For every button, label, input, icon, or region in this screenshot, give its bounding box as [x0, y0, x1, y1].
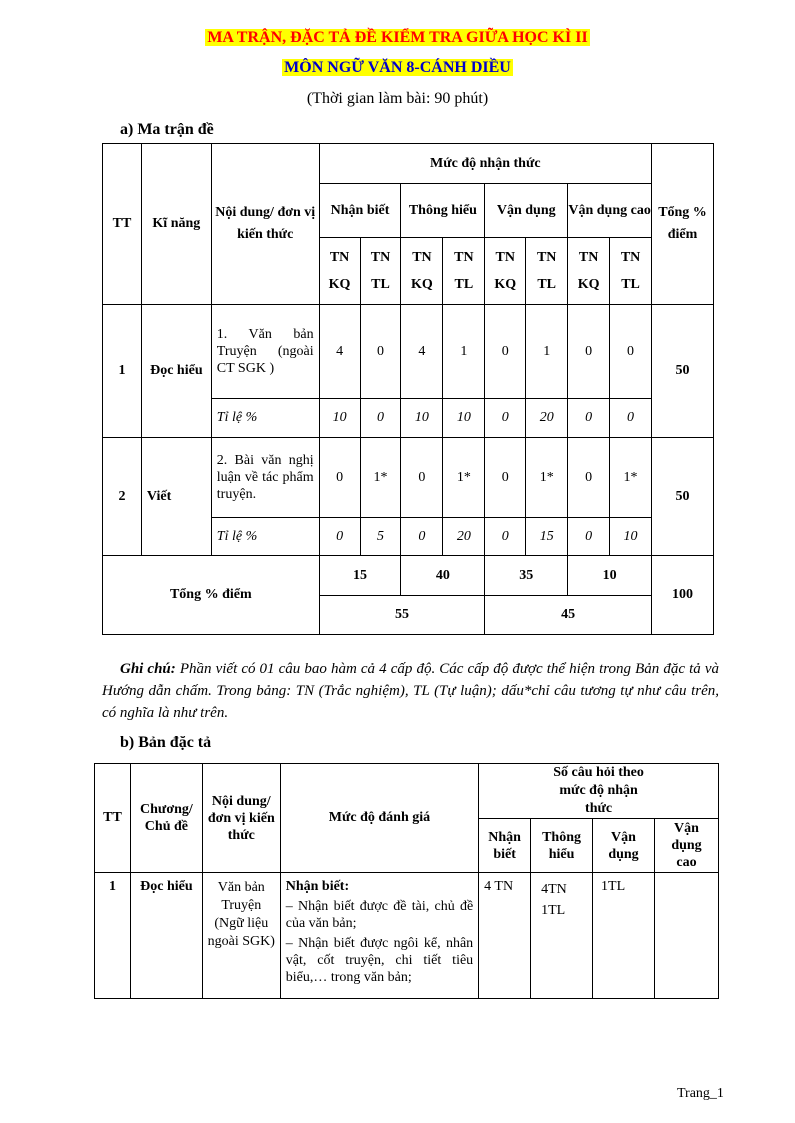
- spec-row-c2a: 4TN: [541, 882, 567, 897]
- spec-row-c2b: 1TL: [541, 903, 566, 918]
- spec-col-chapter: Chương/ Chủ đề: [130, 764, 202, 873]
- doc-title: MA TRẬN, ĐẶC TẢ ĐỀ KIỂM TRA GIỮA HỌC KÌ II: [207, 29, 588, 46]
- spec-row-chapter: Đọc hiểu: [130, 873, 202, 999]
- spec-row-content: Văn bản Truyện (Ngữ liệu ngoài SGK): [202, 873, 280, 999]
- spec-level-thong-hieu: Thông hiểu: [531, 819, 593, 873]
- row2-rate: 0: [401, 518, 443, 556]
- row1-rate: 0: [485, 399, 526, 438]
- doc-time: (Thời gian làm bài: 90 phút): [306, 90, 489, 107]
- spec-row-c3: 1TL: [593, 873, 655, 999]
- sum-group: 55: [319, 596, 485, 635]
- level-thong-hieu: Thông hiểu: [401, 184, 485, 238]
- row2-value: 0: [319, 438, 360, 518]
- row1-rate: 20: [526, 399, 568, 438]
- spec-row-eval: [280, 873, 478, 999]
- row1-rate: 10: [319, 399, 360, 438]
- row2-value: 0: [401, 438, 443, 518]
- row1-total: 50: [652, 305, 714, 438]
- row2-rate: 0: [485, 518, 526, 556]
- row1-rate: 0: [360, 399, 401, 438]
- row2-total: 50: [652, 438, 714, 556]
- spec-table: [94, 763, 719, 999]
- row1-rate: 10: [401, 399, 443, 438]
- sub-tntl: TN TL: [610, 238, 652, 305]
- row2-rate: 10: [610, 518, 652, 556]
- level-nhan-biet: Nhận biết: [319, 184, 401, 238]
- row2-rate: 5: [360, 518, 401, 556]
- row2-value: 1*: [443, 438, 485, 518]
- sum-label: Tổng % điểm: [103, 556, 320, 635]
- row1-skill: Đọc hiểu: [141, 305, 211, 438]
- spec-row-tt: 1: [95, 873, 131, 999]
- row1-rate: 0: [568, 399, 610, 438]
- row2-rate: 0: [568, 518, 610, 556]
- row2-rate: 15: [526, 518, 568, 556]
- spec-level-nhan-biet: Nhận biết: [479, 819, 531, 873]
- sum-total: 100: [652, 556, 714, 635]
- sum-level: 40: [401, 556, 485, 596]
- spec-eval-item: – Nhận biết được ngôi kể, nhân vật, cốt truyện, chi tiết tiêu biểu,… trong văn bản;: [285, 936, 474, 985]
- note-text: Phần viết có 01 câu bao hàm cả 4 cấp độ. Các cấp độ được thể hiện trong Bản đặc tả và Hướng dẫn chấm. Trong bảng: TN (Trắc nghiệm), TL (Tự luận); dấu*chỉ câu tương tự như câu trên, có nghĩa là như trên.: [102, 661, 719, 721]
- spec-row-c1: 4 TN: [479, 873, 531, 999]
- row1-value: 1: [443, 305, 485, 399]
- row2-value: 0: [568, 438, 610, 518]
- sum-level: 35: [485, 556, 568, 596]
- row2-rate: 20: [443, 518, 485, 556]
- col-skill: Kĩ năng: [141, 144, 211, 305]
- spec-level-van-dung: Vận dụng: [593, 819, 655, 873]
- spec-level-van-dung-cao: Vận dụng cao: [655, 819, 719, 873]
- sub-tnkq: TN KQ: [319, 238, 360, 305]
- spec-row-c2: [531, 873, 593, 999]
- row2-value: 1*: [360, 438, 401, 518]
- sub-tntl: TN TL: [443, 238, 485, 305]
- col-content: Nội dung/ đơn vị kiến thức: [211, 144, 319, 305]
- sum-group: 45: [485, 596, 652, 635]
- row1-value: 0: [360, 305, 401, 399]
- row2-rate: 0: [319, 518, 360, 556]
- spec-eval-title: Nhận biết:: [285, 879, 350, 894]
- row2-content: 2. Bài văn nghị luận về tác phẩm truyện.: [211, 438, 319, 518]
- section-b-heading: b) Bản đặc tả: [120, 734, 212, 751]
- level-van-dung-cao: Vận dụng cao: [568, 184, 652, 238]
- matrix-table: [102, 143, 714, 635]
- sub-tnkq: TN KQ: [568, 238, 610, 305]
- spec-col-count: Số câu hỏi theo mức độ nhận thức: [479, 764, 719, 819]
- row1-value: 1: [526, 305, 568, 399]
- row1-rate: 0: [610, 399, 652, 438]
- col-tt: TT: [103, 144, 142, 305]
- section-a-heading: a) Ma trận đề: [120, 121, 214, 138]
- row1-tt: 1: [103, 305, 142, 438]
- col-levels: Mức độ nhận thức: [319, 144, 651, 184]
- sub-tnkq: TN KQ: [401, 238, 443, 305]
- spec-col-tt: TT: [95, 764, 131, 873]
- sub-tnkq: TN KQ: [485, 238, 526, 305]
- row2-tt: 2: [103, 438, 142, 556]
- page-number: Trang_1: [677, 1086, 724, 1101]
- row2-rate-label: Tỉ lệ %: [211, 518, 319, 556]
- spec-col-eval: Mức độ đánh giá: [280, 764, 478, 873]
- spec-row-c4: [655, 873, 719, 999]
- level-van-dung: Vận dụng: [485, 184, 568, 238]
- doc-subject: MÔN NGỮ VĂN 8-CÁNH DIỀU: [284, 59, 511, 76]
- row1-content: 1. Văn bản Truyện (ngoài CT SGK ): [211, 305, 319, 399]
- row1-value: 0: [610, 305, 652, 399]
- row1-value: 4: [401, 305, 443, 399]
- row2-value: 0: [485, 438, 526, 518]
- sub-tntl: TN TL: [526, 238, 568, 305]
- spec-col-content: Nội dung/ đơn vị kiến thức: [202, 764, 280, 873]
- row1-value: 0: [568, 305, 610, 399]
- row1-value: 0: [485, 305, 526, 399]
- note: [102, 658, 719, 724]
- sum-level: 15: [319, 556, 401, 596]
- spec-eval-item: – Nhận biết được đề tài, chủ đề của văn bản;: [285, 899, 474, 931]
- row2-skill: Viết: [141, 438, 211, 556]
- note-label: Ghi chú:: [120, 661, 176, 677]
- row1-rate: 10: [443, 399, 485, 438]
- row2-value: 1*: [610, 438, 652, 518]
- sub-tntl: TN TL: [360, 238, 401, 305]
- col-total: Tổng % điểm: [652, 144, 714, 305]
- row1-value: 4: [319, 305, 360, 399]
- row1-rate-label: Tỉ lệ %: [211, 399, 319, 438]
- sum-level: 10: [568, 556, 652, 596]
- row2-value: 1*: [526, 438, 568, 518]
